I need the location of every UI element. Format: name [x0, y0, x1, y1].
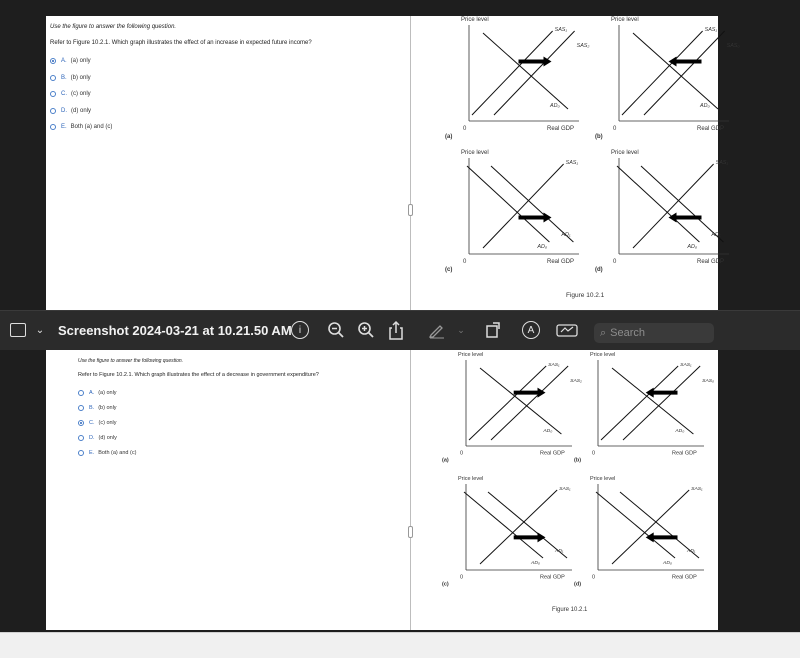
- origin-label: 0: [613, 259, 617, 265]
- ad-label: AD₀: [543, 429, 553, 434]
- option-key: A.: [89, 390, 95, 396]
- x-axis-label: Real GDP: [540, 450, 565, 457]
- x-axis-label: Real GDP: [697, 259, 725, 265]
- sas-label: SAS₀: [726, 43, 740, 49]
- sas-line: [612, 490, 689, 564]
- window-bottom-strip: [0, 632, 800, 658]
- document-title: Screenshot 2024-03-21 at 10.21.50 AM: [58, 323, 292, 338]
- option-key: D.: [61, 107, 67, 114]
- x-axis-label: Real GDP: [547, 259, 575, 265]
- sas-line: [494, 31, 575, 115]
- sas-line: [469, 366, 546, 440]
- ad-label: AD₀: [700, 103, 710, 109]
- option-text: (a) only: [70, 58, 91, 64]
- option-text: (c) only: [71, 91, 91, 97]
- zoom-out-icon[interactable]: [326, 320, 346, 340]
- option-key: C.: [89, 420, 95, 426]
- sas-line: [491, 366, 568, 440]
- ad-label: AD₁: [687, 549, 696, 554]
- panel-label: (c): [445, 266, 453, 273]
- ad-line: [464, 492, 543, 558]
- option-text: (c) only: [98, 420, 117, 426]
- sas-line: [483, 164, 564, 248]
- y-axis-label: Price level: [458, 476, 484, 482]
- ad-label: AD₁: [711, 232, 721, 238]
- x-axis-label: Real GDP: [672, 574, 697, 581]
- origin-label: 0: [463, 259, 467, 265]
- panel-label: (b): [574, 457, 582, 464]
- y-axis-label: Price level: [458, 352, 484, 358]
- option-text: (b) only: [70, 74, 91, 81]
- shift-arrow-head: [538, 532, 546, 542]
- x-axis-label: Real GDP: [540, 574, 565, 581]
- sas-label: SAS₂: [570, 379, 582, 384]
- preview-toolbar: [0, 310, 800, 352]
- search-field[interactable]: [594, 323, 714, 343]
- option-key: B.: [61, 74, 67, 81]
- panel-label: (d): [574, 581, 582, 588]
- chevron-down-icon[interactable]: ⌄: [35, 324, 45, 336]
- option-text: Both (a) and (c): [98, 450, 137, 456]
- y-axis-label: Price level: [461, 150, 489, 156]
- origin-label: 0: [613, 126, 617, 132]
- bottom-instruction: Use the figure to answer the following question.: [78, 358, 184, 364]
- option-text: (d) only: [71, 107, 92, 114]
- option-key: E.: [89, 450, 95, 456]
- origin-label: 0: [460, 450, 464, 457]
- markup-circle-icon[interactable]: A: [522, 321, 540, 339]
- zoom-in-icon[interactable]: [356, 320, 376, 340]
- sas-label: SAS₁: [680, 363, 692, 368]
- y-axis-label: Price level: [611, 150, 639, 156]
- sas-line: [644, 31, 725, 115]
- sas-label: SAS₂: [576, 43, 590, 49]
- option-key: E.: [61, 124, 67, 130]
- share-icon[interactable]: [386, 319, 406, 341]
- option-key: D.: [89, 435, 95, 441]
- option-key: A.: [61, 58, 67, 64]
- search-placeholder: Search: [610, 327, 646, 339]
- x-axis-label: Real GDP: [547, 126, 575, 132]
- ad-label: AD₀: [687, 244, 698, 250]
- figure-caption: Figure 10.2.1: [552, 607, 588, 613]
- markup-pen-icon[interactable]: [428, 321, 446, 339]
- sas-label: SAS₁: [704, 27, 718, 33]
- origin-label: 0: [460, 574, 464, 581]
- top-instruction: Use the figure to answer the following question.: [50, 24, 177, 30]
- ad-line: [612, 368, 693, 434]
- sas-label: SAS₁: [565, 160, 579, 166]
- ad-label: AD₀: [550, 103, 560, 109]
- search-icon: ⌕: [600, 326, 607, 339]
- panel-label: (c): [442, 581, 449, 588]
- bottom-question: Refer to Figure 10.2.1. Which graph illustrates the effect of a decrease in government expenditure?: [78, 372, 319, 378]
- option-key: B.: [89, 405, 95, 411]
- panel-label: (a): [442, 457, 449, 464]
- y-axis-label: Price level: [611, 17, 639, 23]
- sas-label: SAS₀: [702, 379, 715, 384]
- bottom-figure-svg: [0, 350, 800, 632]
- sas-label: SAS₁: [554, 27, 568, 33]
- top-screenshot-window: [0, 0, 800, 310]
- panel-label: (b): [595, 133, 603, 140]
- y-axis-label: Price level: [461, 17, 489, 23]
- ad-line: [641, 166, 723, 242]
- top-figure-svg: [0, 0, 800, 310]
- ad-line: [633, 33, 718, 109]
- ad-line: [467, 166, 549, 242]
- sas-line: [623, 366, 700, 440]
- origin-label: 0: [463, 126, 467, 132]
- panel-label: (a): [445, 133, 453, 140]
- ad-label: AD₁: [555, 549, 564, 554]
- sas-label: SAS₁: [691, 487, 703, 492]
- sas-line: [601, 366, 678, 440]
- ad-line: [617, 166, 699, 242]
- figure-caption: Figure 10.2.1: [566, 292, 605, 299]
- sas-line: [472, 31, 553, 115]
- option-key: C.: [61, 91, 67, 97]
- highlight-icon[interactable]: [556, 321, 578, 339]
- option-text: (d) only: [98, 435, 117, 441]
- sas-label: SAS₁: [559, 487, 571, 492]
- shift-arrow-head: [646, 532, 654, 542]
- x-axis-label: Real GDP: [697, 126, 725, 132]
- sas-line: [633, 164, 714, 248]
- option-text: (a) only: [98, 390, 117, 396]
- ad-line: [480, 368, 561, 434]
- ad-label: AD₀: [531, 561, 540, 566]
- ad-label: AD₁: [561, 232, 571, 238]
- ad-label: AD₀: [675, 429, 685, 434]
- sidebar-toggle-icon[interactable]: [10, 323, 26, 337]
- origin-label: 0: [592, 574, 596, 581]
- rotate-icon[interactable]: [483, 320, 503, 340]
- sas-label: SAS₁: [548, 363, 560, 368]
- ad-line: [483, 33, 568, 109]
- option-text: Both (a) and (c): [70, 124, 113, 130]
- sas-line: [480, 490, 557, 564]
- origin-label: 0: [592, 450, 596, 457]
- option-text: (b) only: [98, 405, 117, 411]
- ad-line: [491, 166, 573, 242]
- y-axis-label: Price level: [590, 476, 616, 482]
- sas-line: [622, 31, 703, 115]
- panel-label: (d): [595, 266, 603, 273]
- pen-menu-chevron-icon[interactable]: ⌄: [457, 324, 465, 335]
- ad-line: [596, 492, 675, 558]
- sas-label: SAS₁: [715, 160, 729, 166]
- top-question: Refer to Figure 10.2.1. Which graph illustrates the effect of an increase in expected future income?: [50, 40, 312, 46]
- info-icon[interactable]: i: [291, 321, 309, 339]
- ad-label: AD₀: [537, 244, 548, 250]
- y-axis-label: Price level: [590, 352, 616, 358]
- x-axis-label: Real GDP: [672, 450, 697, 457]
- bottom-screenshot-window: [0, 350, 800, 632]
- ad-label: AD₀: [663, 561, 672, 566]
- shift-arrow-head: [544, 56, 552, 66]
